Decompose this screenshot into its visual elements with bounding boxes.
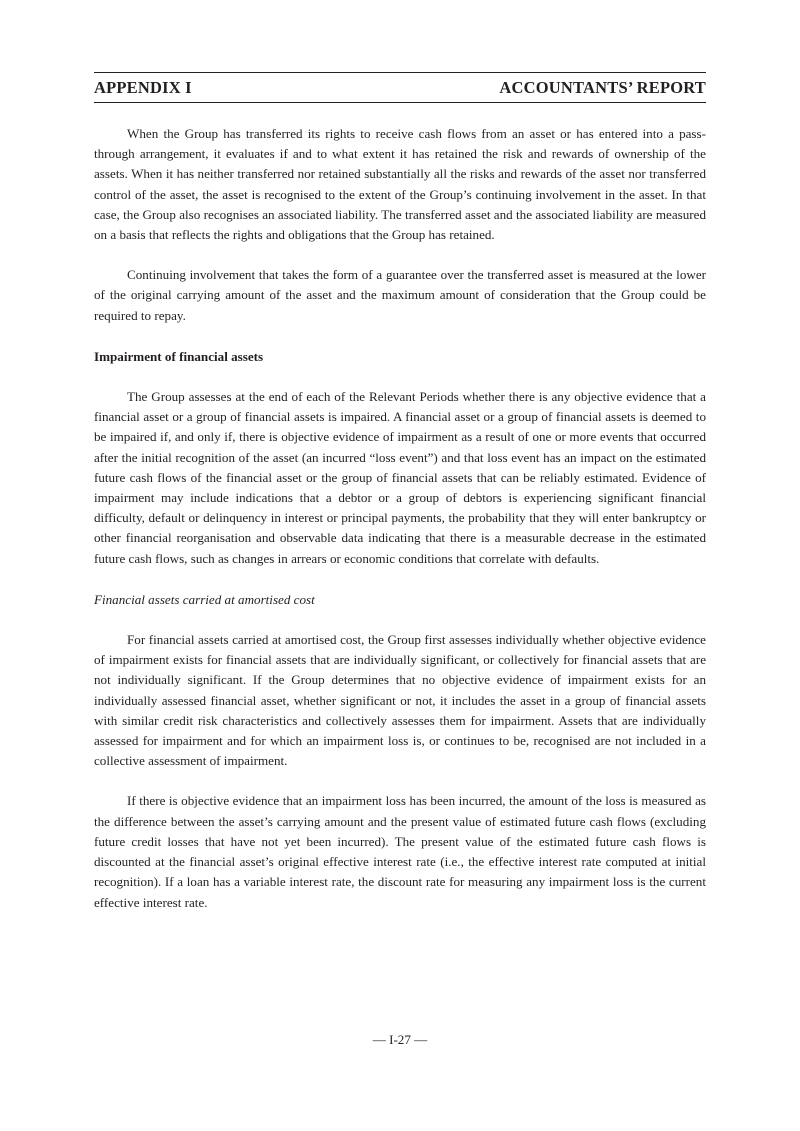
paragraph-impairment-assessment: The Group assesses at the end of each of the Relevant Periods whether there is any objective evidence that a financial asset or a group of financial assets is impaired. A financial asset or a group of financial assets is deemed to be impaired if, and only if, there is objective evidence of impairment as a result of one or more events that occurred after the initial recognition of the asset (an incurred “loss event”) and that loss event has an impact on the estimated future cash flows of the financial asset or the group of financial assets that can be reliably estimated. Evidence of impairment may include indications that a debtor or a group of debtors is experiencing significant financial difficulty, default or delinquency in interest or principal payments, the probability that they will enter bankruptcy or other financial reorganisation and observable data indicating that there is a measurable decrease in the estimated future cash flows, such as changes in arrears or economic conditions that correlate with defaults. <box>94 389 706 566</box>
paragraph-transfer-rights: When the Group has transferred its rights to receive cash flows from an asset or has entered into a pass-through arrangement, it evaluates if and to what extent it has retained the risk and rewards of ownership of the assets. When it has neither transferred nor retained substantially all the risks and rewards of the asset nor transferred control of the asset, the asset is recognised to the extent of the Group’s continuing involvement in the asset. In that case, the Group also recognises an associated liability. The transferred asset and the associated liability are measured on a basis that reflects the rights and obligations that the Group has retained. <box>94 126 706 243</box>
page-header <box>94 73 706 103</box>
document-page <box>94 72 706 913</box>
subsection-heading-amortised-cost: Financial assets carried at amortised cost <box>94 591 315 607</box>
header-report-title: ACCOUNTANTS’ REPORT <box>499 78 706 97</box>
header-appendix-label: APPENDIX I <box>94 78 192 97</box>
paragraph-continuing-involvement: Continuing involvement that takes the form of a guarantee over the transferred asset is measured at the lower of the original carrying amount of the asset and the maximum amount of consideration that the Group could be required to repay. <box>94 267 706 323</box>
paragraph-impairment-loss-measurement: If there is objective evidence that an impairment loss has been incurred, the amount of the loss is measured as the difference between the asset’s carrying amount and the present value of estimated future cash flows (excluding future credit losses that have not yet been incurred). The present value of the estimated future cash flows is discounted at the financial asset’s original effective interest rate (i.e., the effective interest rate computed at initial recognition). If a loan has a variable interest rate, the discount rate for measuring any impairment loss is the current effective interest rate. <box>94 793 706 910</box>
paragraph-amortised-cost-assessment: For financial assets carried at amortised cost, the Group first assesses individually whether objective evidence of impairment exists for financial assets that are individually significant, or collectively for financial assets that are not individually significant. If the Group determines that no objective evidence of impairment exists for an individually assessed financial asset, whether significant or not, it includes the asset in a group of financial assets with similar credit risk characteristics and collectively assesses them for impairment. Assets that are individually assessed for impairment and for which an impairment loss is, or continues to be, recognised are not included in a collective assessment of impairment. <box>94 632 706 769</box>
page-number: — I-27 — <box>372 1032 428 1047</box>
document-body <box>94 124 706 913</box>
section-heading-impairment: Impairment of financial assets <box>94 348 264 364</box>
